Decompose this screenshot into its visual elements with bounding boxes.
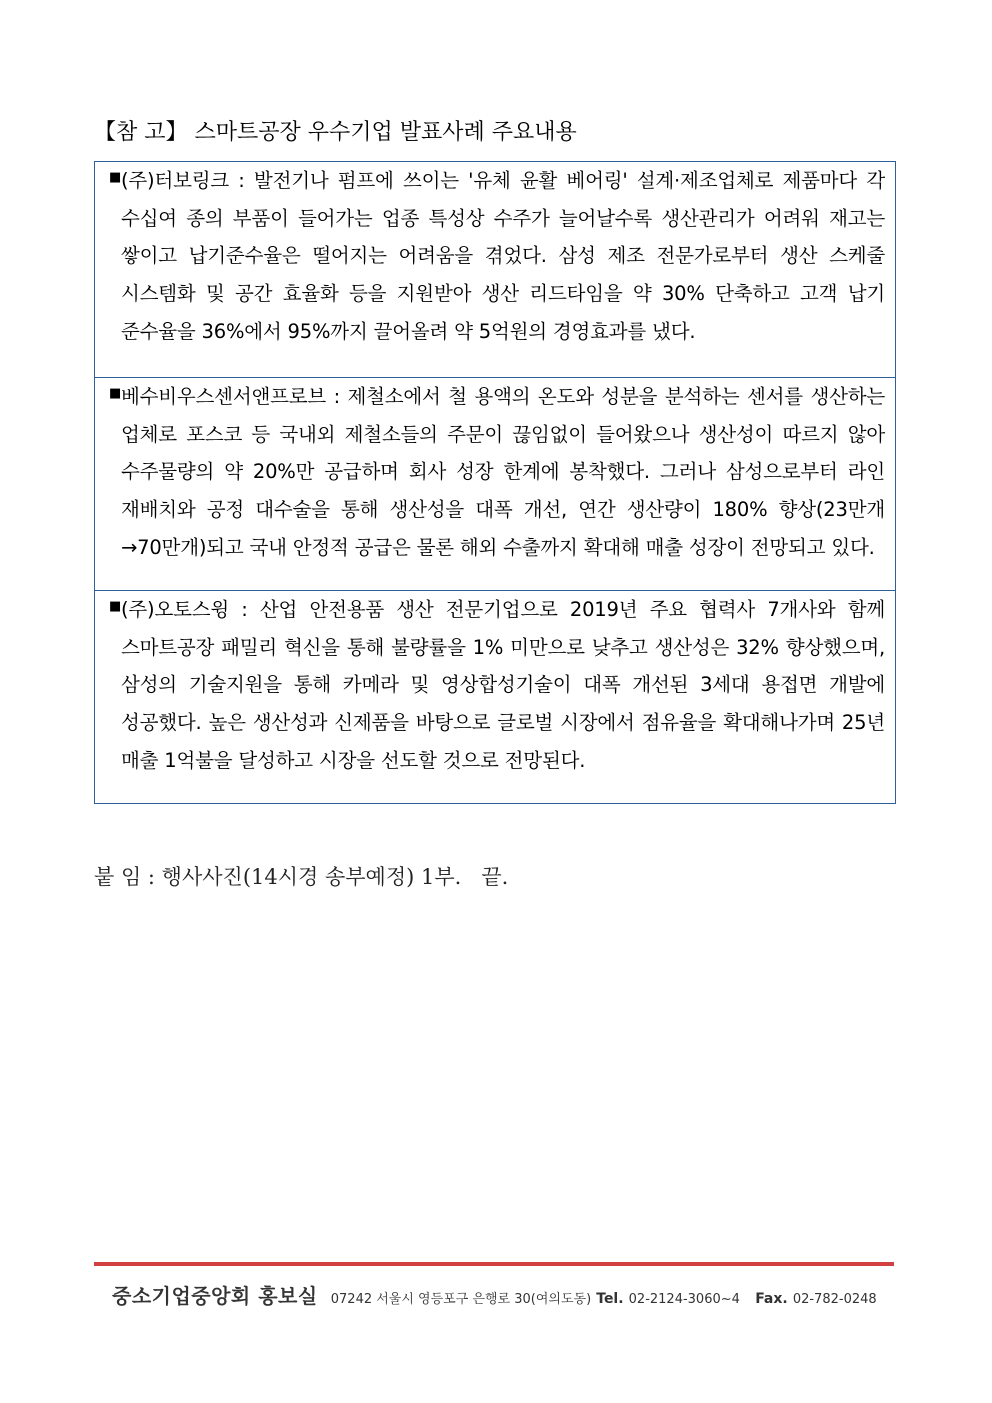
case-text: (주)터보링크 : 발전기나 펌프에 쓰이는 '유체 윤활 베어링' 설계·제조업체로 제품마다 각 수십여 종의 부품이 들어가는 업종 특성상 수주가 늘어날수록 생산관리가 어려워 재고는 쌓이고 납기준수율은 떨어지는 어려움을 겪었다. 삼성 제조 전문가로부터 생산 스케줄 시스템화 및 공간 효율화 등을 지원받아 생산 리드타임을 약 30% 단축하고 고객 납기 준수율을 36%에서 95%까지 끌어올려 약 5억원의 경영효과를 냈다. xyxy=(121,169,885,343)
footer-organization: 중소기업중앙회 홍보실 xyxy=(112,1284,318,1308)
attachment-note: 붙 임 : 행사사진(14시경 송부예정) 1부. 끝. xyxy=(94,865,509,889)
case-text: (주)오토스윙 : 산업 안전용품 생산 전문기업으로 2019년 주요 협력사 7개사와 함께 스마트공장 패밀리 혁신을 통해 불량률을 1% 미만으로 낮추고 생산성은 32% 향상했으며, 삼성의 기술지원을 통해 카메라 및 영상합성기술이 대폭 개선된 3세대 용접면 개발에 성공했다. 높은 생산성과 신제품을 바탕으로 글로벌 시장에서 점유율을 확대해나가며 25년 매출 1억불을 달성하고 시장을 선도할 것으로 전망된다. xyxy=(121,598,885,772)
footer-tel: 02-2124-3060~4 xyxy=(628,1292,740,1307)
footer-divider xyxy=(94,1262,894,1266)
case-text: 베수비우스센서앤프로브 : 제철소에서 철 용액의 온도와 성분을 분석하는 센서를 생산하는 업체로 포스코 등 국내외 제철소들의 주문이 끊임없이 들어왔으나 생산성이 따르지 않아 수주물량의 약 20%만 공급하며 회사 성장 한계에 봉착했다. 그러나 삼성으로부터 라인 재배치와 공정 대수술을 통해 생산성을 대폭 개선, 연간 생산량이 180% 향상(23만개→70만개)되고 국내 안정적 공급은 물론 해외 수출까지 확대해 매출 성장이 전망되고 있다. xyxy=(121,385,885,559)
reference-title: 【참 고】 스마트공장 우수기업 발표사례 주요내용 xyxy=(94,120,577,145)
bullet-square-icon: ■ xyxy=(109,170,122,185)
footer xyxy=(112,1280,877,1309)
case-item-vesuvius xyxy=(95,377,895,590)
footer-tel-label: Tel. xyxy=(596,1291,624,1307)
footer-address: 07242 서울시 영등포구 은행로 30(여의도동) xyxy=(330,1292,592,1307)
case-item-autoswing xyxy=(95,590,895,804)
bullet-square-icon: ■ xyxy=(109,599,122,614)
footer-fax-label: Fax. xyxy=(755,1291,788,1307)
footer-fax: 02-782-0248 xyxy=(792,1292,877,1307)
case-summary-box xyxy=(94,161,896,804)
case-item-turbolink xyxy=(95,162,895,377)
bullet-square-icon: ■ xyxy=(109,386,122,401)
